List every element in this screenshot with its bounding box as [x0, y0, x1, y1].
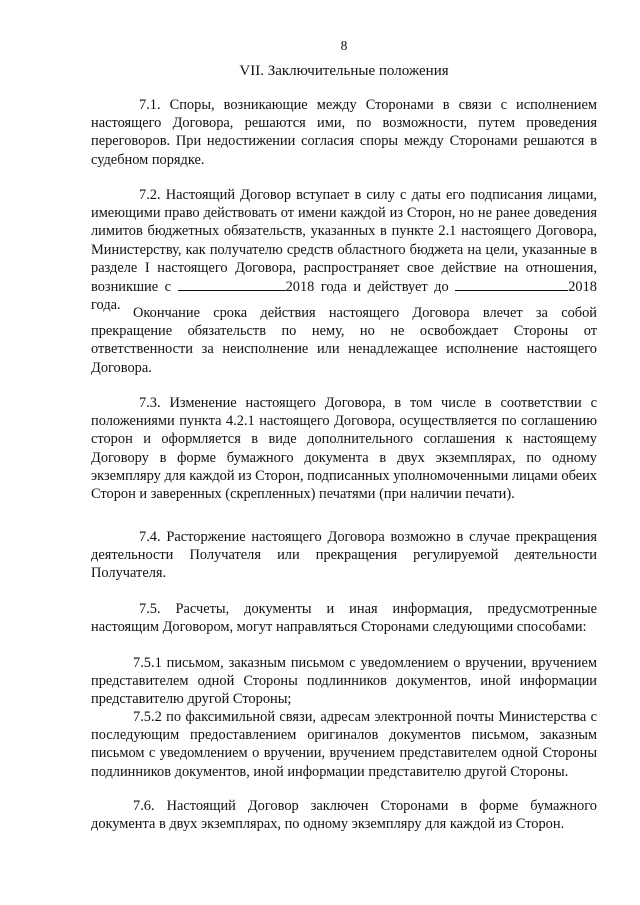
paragraph-7-4-text: 7.4. Расторжение настоящего Договора возможно в случае прекращения деятельности Получателя или прекращения регулируемой деятельности Получателя. — [91, 529, 597, 582]
paragraph-7-5-2-text: 7.5.2 по факсимильной связи, адресам электронной почты Министерства с последующим предоставлением оригиналов документов письмом, заказным письмом с уведомлением о вручении, вручением представителем одной Стороны подлинников документов, иной информации представителю другой Стороны. — [91, 709, 597, 780]
section-title: VII. Заключительные положения — [239, 63, 449, 79]
paragraph-7-6-text: 7.6. Настоящий Договор заключен Сторонами в форме бумажного документа в двух экземплярах, по одному экземпляру для каждой из Сторон. — [91, 798, 597, 833]
paragraph-7-3 — [91, 394, 597, 503]
paragraph-7-1-text: 7.1. Споры, возникающие между Сторонами в связи с исполнением настоящего Договора, решаются ими, по возможности, путем проведения переговоров. При недостижении согласия споры между Сторонами решаются в судебном порядке. — [91, 97, 597, 168]
paragraph-7-5-2 — [91, 708, 597, 781]
paragraph-7-2-text: 7.2. Настоящий Договор вступает в силу с даты его подписания лицами, имеющими право действовать от имени каждой из Сторон, но не ранее доведения лимитов бюджетных обязательств, указанных в пункте 2.1 настоящего Договора, Министерству, как получателю средств областного бюджета на цели, указанные в разделе I настоящего Договора, распространяет свое действие на отношения, возникшие с — [91, 187, 597, 296]
paragraph-7-3-text: 7.3. Изменение настоящего Договора, в том числе в соответствии с положениями пункта 4.2.1 настоящего Договора, осуществляется по соглашению сторон и оформляется в виде дополнительного соглашения к настоящему Договору в форме бумажного документа в двух экземплярах, по одному экземпляру для каждой из Сторон, подписанных уполномоченными лицами обеих Сторон и заверенных (скрепленных) печатями (при наличии печати). — [91, 395, 597, 503]
paragraph-7-2 — [91, 186, 597, 314]
paragraph-7-6 — [91, 797, 597, 833]
paragraph-7-5-1-text: 7.5.1 письмом, заказным письмом с уведомлением о вручении, вручением представителем одной Стороны подлинников документов, иной информации представителю другой Стороны; — [91, 655, 597, 708]
paragraph-7-5-1 — [91, 654, 597, 709]
paragraph-7-5-text: 7.5. Расчеты, документы и иная информация, предусмотренные настоящим Договором, могут направляться Сторонами следующими способами: — [91, 601, 597, 636]
paragraph-7-5 — [91, 600, 597, 636]
paragraph-7-2-year-b: 2018 года. — [91, 279, 597, 314]
date-blank-start — [178, 277, 286, 291]
paragraph-7-2-year-a: 2018 года и действует до — [285, 279, 449, 296]
date-blank-end — [455, 277, 568, 291]
paragraph-7-2-continuation-text: Окончание срока действия настоящего Договора влечет за собой прекращение обязательств по нему, но не освобождает Стороны от ответственности за неисполнение или ненадлежащее исполнение настоящего Договора. — [91, 305, 597, 376]
paragraph-7-4 — [91, 528, 597, 583]
page-number: 8 — [340, 38, 348, 53]
paragraph-7-1 — [91, 96, 597, 169]
paragraph-7-2-continuation — [91, 304, 597, 377]
